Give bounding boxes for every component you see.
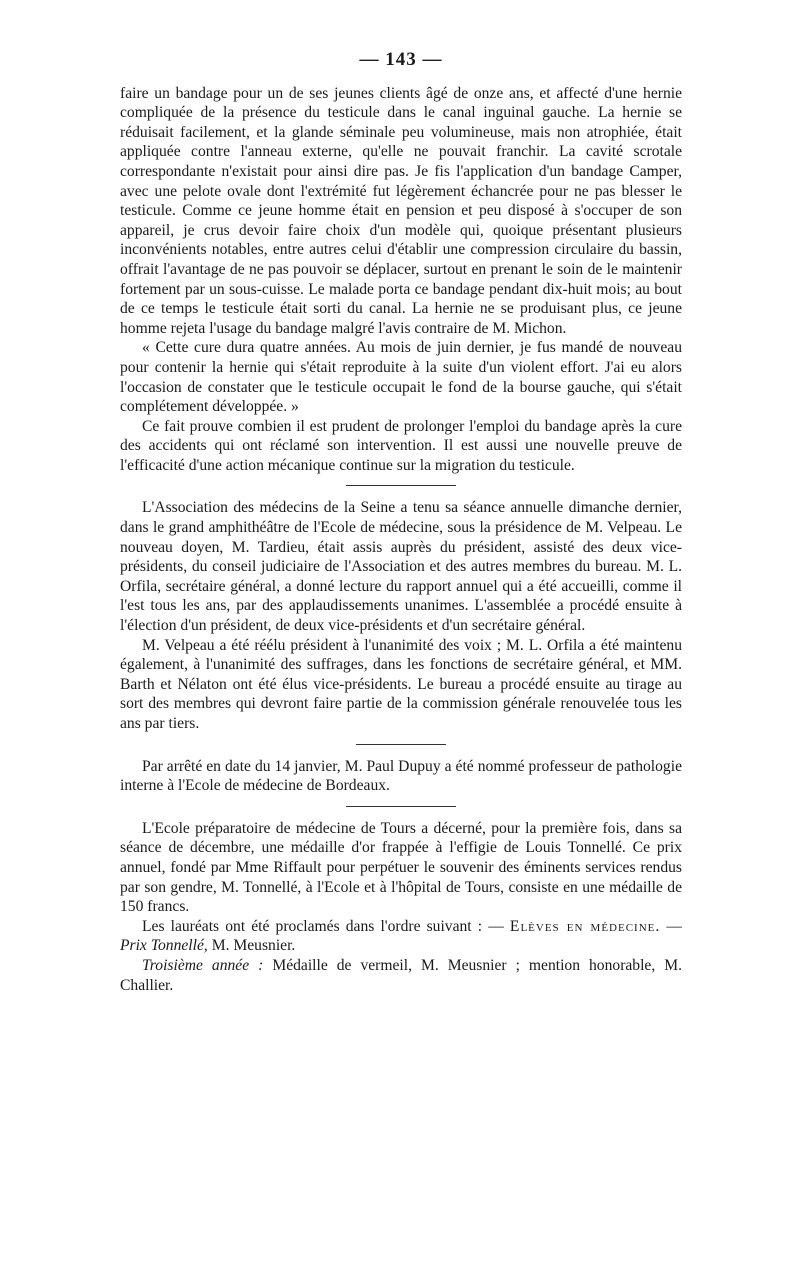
laureates-heading: Elèves en médecine. xyxy=(509,917,661,935)
paragraph-conclusion: Ce fait prouve combien il est prudent de prolonger l'emploi du bandage après la cure des accidents qui ont réclamé son intervention. Il est aussi une nouvelle preuve de l'efficacité d'une action mécanique continue sur la migration du testicule. xyxy=(120,417,682,474)
document-page xyxy=(120,50,682,995)
paragraph-cure-duration: « Cette cure dura quatre années. Au mois de juin dernier, je fus mandé de nouveau pour contenir la hernie qui s'était reproduite à la suite d'un violent effort. J'ai eu alors l'occasion de constater que le testicule occupait le fond de la bourse gauche, qui s'était complétement développée. » xyxy=(120,339,682,416)
third-year-label: Troisième année : xyxy=(142,956,264,974)
section-divider xyxy=(346,806,456,807)
paragraph-association-seine: L'Association des médecins de la Seine a tenu sa séance annuelle dimanche dernier, dans le grand amphithéâtre de l'Ecole de médecine, sous la présidence de M. Velpeau. Le nouveau doyen, M. Tardieu, était assis auprès du président, assisté des deux vice-présidents, du conseil judiciaire de l'Association et des autres membres du bureau. M. L. Orfila, secrétaire général, a donné lecture du rapport annuel qui a été accueilli, comme il l'est tous les ans, par des applaudissements unanimes. L'assemblée a procédé ensuite à l'élection d'un président, de deux vice-présidents et d'un secrétaire général. xyxy=(120,499,682,635)
laureates-intro: Les lauréats ont été proclamés dans l'ordre suivant : — xyxy=(142,917,504,935)
paragraph-tours-school: L'Ecole préparatoire de médecine de Tours a décerné, pour la première fois, dans sa séance de décembre, une médaille d'or frappée à l'effigie de Louis Tonnellé. Ce prix annuel, fondé par Mme Riffault pour perpétuer le souvenir des éminents services rendus par son gendre, M. Tonnellé, à l'Ecole et à l'hôpital de Tours, consiste en une médaille de 150 francs. xyxy=(120,819,682,916)
prize-name: Prix Tonnellé, xyxy=(120,937,208,955)
paragraph-election-results: M. Velpeau a été réélu président à l'unanimité des voix ; M. L. Orfila a été maintenu également, à l'unanimité des suffrages, dans les fonctions de secrétaire général, et MM. Barth et Nélaton ont été élus vice-présidents. Le bureau a procédé ensuite au tirage au sort des membres qui devront faire partie de la commission générale renouvelée tous les ans par tiers. xyxy=(120,636,682,732)
prize-dash: — xyxy=(666,917,682,935)
paragraph-third-year xyxy=(120,956,682,995)
paragraph-laureates xyxy=(120,917,682,956)
third-year-text: Médaille de vermeil, M. Meusnier ; mention honorable, M. Challier. xyxy=(120,956,683,994)
section-divider xyxy=(356,744,446,745)
page-number: — 143 — xyxy=(359,49,443,70)
paragraph-dupuy-appointment: Par arrêté en date du 14 janvier, M. Paul Dupuy a été nommé professeur de pathologie interne à l'Ecole de médecine de Bordeaux. xyxy=(120,757,682,795)
paragraph-bandage-case: faire un bandage pour un de ses jeunes clients âgé de onze ans, et affecté d'une hernie compliquée de la présence du testicule dans le canal inguinal gauche. La hernie se réduisait facilement, et la glande séminale peu volumineuse, mais non atrophiée, était appliquée contre l'anneau externe, qu'elle ne pouvait franchir. La cavité scrotale correspondante n'existait pour ainsi dire pas. Je fis l'application d'un bandage Camper, avec une pelote ovale dont l'extrémité fut légèrement échancrée pour ne pas blesser le testicule. Comme ce jeune homme était en pension et peu disposé à s'occuper de son appareil, je crus devoir faire choix d'un modèle qui, quoique présentant plusieurs inconvénients notables, entre autres celui d'établir une compression circulaire du bassin, offrait l'avantage de ne pas pouvoir se déplacer, surtout en prenant le soin de le maintenir fortement par un sous-cuisse. Le malade porta ce bandage pendant dix-huit mois; au bout de ce temps le testicule était sorti du canal. La hernie ne se produisant plus, ce jeune homme rejeta l'usage du bandage malgré l'avis contraire de M. Michon. xyxy=(120,84,682,337)
section-divider xyxy=(346,485,456,486)
prize-winner: M. Meusnier. xyxy=(211,937,296,955)
